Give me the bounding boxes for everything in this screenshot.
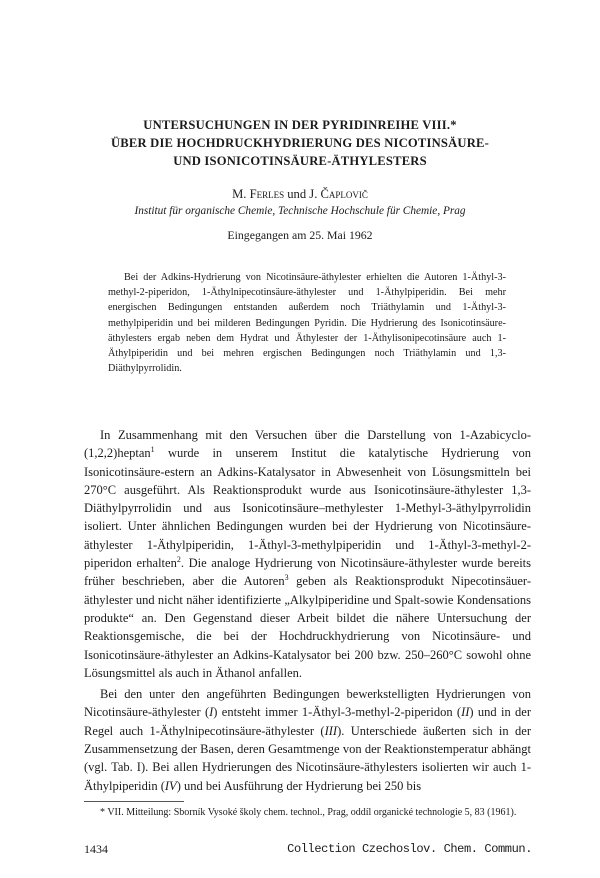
p2-text-1: Bei den unter den angeführten Bedingungen bewerkstelligten Hydrierungen von Nicotinsäure-äthylester ( — [84, 687, 531, 720]
title-line-3: UND ISONICOTINSÄURE-ÄTHYLESTERS — [173, 154, 427, 168]
footnote-divider — [84, 801, 184, 802]
p2-text-2: ) entsteht immer 1-Äthyl-3-methyl-2-piperidon ( — [213, 705, 462, 720]
body-paragraph-2 — [84, 685, 531, 795]
title-line-2: ÜBER DIE HOCHDRUCKHYDRIERUNG DES NICOTINSÄURE- — [111, 136, 489, 150]
p2-text-4: ). Unterschiede äußerten sich in der Zusammensetzung der Basen, deren Gesamtmenge von der Reaktionstemperatur abhängt (vgl. Tab. I). Bei allen Hydrierungen des Nicotinsäure-äthylesters isolierten wir auch 1-Äthylpiperidin ( — [84, 723, 531, 793]
title-line-1: UNTERSUCHUNGEN IN DER PYRIDINREIHE VIII.* — [143, 118, 457, 132]
body-paragraph-1 — [84, 426, 531, 682]
p2-text-3: ) und in der Regel auch 1-Äthylnipecotinsäure-äthylester ( — [84, 705, 531, 738]
compound-label-I: I — [209, 705, 214, 720]
compound-label-III: III — [324, 723, 338, 738]
authors — [0, 186, 600, 202]
p1-text-1: In Zusammenhang mit den Versuchen über die Darstellung von 1-Azabicyclo-(1,2,2)heptan — [84, 428, 531, 461]
compound-label-IV: IV — [164, 778, 177, 793]
p1-text-3: . Die analoge Hydrierung von Nicotinsäure-äthylester wurde bereits früher beschrieben, aber die Autoren — [84, 556, 531, 589]
compound-label-II: II — [461, 705, 470, 720]
received-date: Eingegangen am 25. Mai 1962 — [227, 228, 373, 242]
article-header — [0, 116, 600, 243]
reference-3: 3 — [284, 573, 289, 583]
p1-text-2: wurde in unserem Institut die katalytische Hydrierung von Isonicotinsäure-estern an Adkins-Katalysator in Abwesenheit von Lösungsmitteln bei 270°C ausgeführt. Als Reaktionsprodukt wurde aus Isonicotinsäure-äthylester 1,3-Diäthylpyrrolidin und aus Isonicotinsäure–methylester 1-Methyl-3-äthylpyrrolidin isoliert. Unter ähnlichen Bedingungen wurden bei der Hydrierung von Nicotinsäure-äthylester 1-Äthylpiperidin, 1-Äthyl-3-methylpiperidin und 1-Äthyl-3-methyl-2-piperidon erhalten — [84, 446, 531, 571]
author-caplovic: J. Čaplovič — [309, 187, 368, 201]
p2-text-5: ) und bei Ausführung der Hydrierung bei 250 bis — [176, 778, 422, 793]
author-ferles: M. Ferles — [232, 187, 285, 201]
authors-conjunction: und — [287, 187, 307, 201]
footnote: * VII. Mitteilung: Sborník Vysoké školy chem. technol., Prag, oddíl organické technologie 5, 83 (1961). — [100, 807, 517, 818]
reference-2: 2 — [176, 554, 181, 564]
p1-text-4: geben als Reaktionsprodukt Nipecotinsäuer-äthylester und nicht näher identifizierte „Alkylpiperidine und Spalt-sowie Kondensations produkte“ an. Den Gegenstand dieser Arbeit bildet die nähere Untersuchung der Reaktionsgemische, die bei der Hochdruckhydrierung von Nicotinsäure- und Isonicotinsäure-äthylester an Adkins-Katalysator bei 200 bzw. 250–260°C sowohl ohne Lösungsmittel als auch in Äthanol anfallen. — [84, 574, 531, 680]
abstract: Bei der Adkins-Hydrierung von Nicotinsäure-äthylester erhielten die Autoren 1-Äthyl-3-methyl-2-piperidon, 1-Äthylnipecotinsäure-äthylester und 1-Äthylpiperidin. Bei mehr energischen Bedingungen entstanden außerdem noch Triäthylamin und 1-Äthyl-3-methylpiperidin und bei milderen Bedingungen Pyridin. Die Hydrierung des Isonicotinsäure-äthylesters ergab neben dem Hydrat und Äthylester der 1-Äthylisonipecotinsäure auch 1-Äthylpiperidin und bei mehren ergischen Bedingungen noch Triäthylamin und 1,3-Diäthylpyrrolidin. — [108, 272, 506, 375]
journal-name: Collection Czechoslov. Chem. Commun. — [287, 842, 532, 856]
reference-1: 1 — [150, 445, 155, 455]
body-text — [84, 426, 531, 795]
institute: Institut für organische Chemie, Technische Hochschule für Chemie, Prag — [134, 205, 466, 217]
page-number: 1434 — [84, 842, 108, 856]
